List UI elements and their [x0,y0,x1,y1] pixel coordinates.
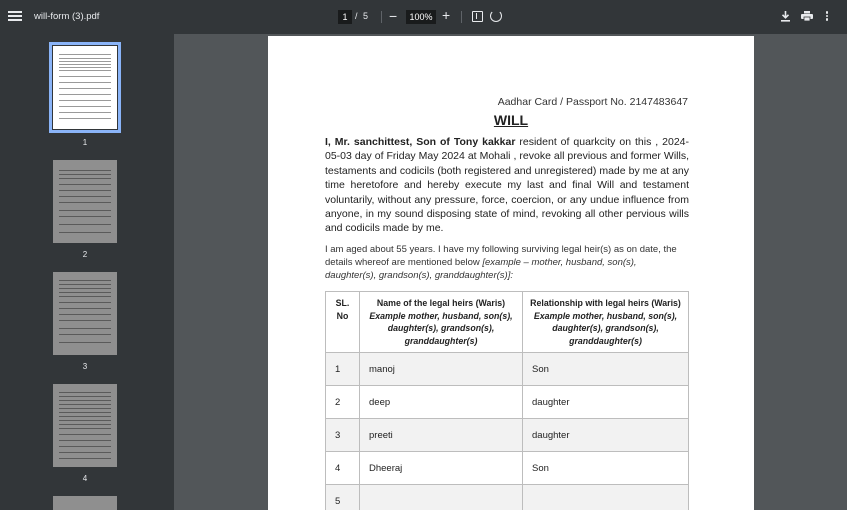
page-thumbnail-5[interactable] [53,496,117,510]
heirs-intro-text: I am aged about 55 years. I have my following surviving legal heir(s) as on date, the details whereof are mentioned below [325,244,677,268]
zoom-input[interactable]: 100% [406,10,436,24]
row-no: 2 [326,386,360,419]
page-thumbnail-4[interactable] [53,384,117,467]
row-name: preeti [360,419,523,452]
more-vert-icon[interactable] [824,10,830,24]
row-relation: daughter [523,419,689,452]
fit-to-page-icon[interactable] [472,11,483,22]
col-sl-no: SL. No [326,292,360,353]
zoom-in-button[interactable]: + [442,7,451,23]
download-icon[interactable] [780,10,791,22]
col-relationship [523,292,689,353]
row-name: Dheeraj [360,452,523,485]
table-row [326,419,689,452]
row-relation: Son [523,353,689,386]
toolbar-divider [381,11,382,23]
row-relation: Son [523,452,689,485]
thumbnail-label: 3 [82,362,88,371]
document-viewer[interactable] [174,34,847,510]
col-heir-name [360,292,523,353]
testator-name: I, Mr. sanchittest, Son of Tony kakkar [325,136,516,148]
page-separator: / [355,11,358,21]
table-row [326,353,689,386]
row-no: 4 [326,452,360,485]
document-title: will-form (3).pdf [34,11,100,22]
row-no: 1 [326,353,360,386]
thumbnail-label: 4 [82,474,88,483]
toolbar-divider [461,11,462,23]
pdf-toolbar [0,0,847,34]
row-name: manoj [360,353,523,386]
print-icon[interactable] [801,11,813,21]
rotate-icon[interactable] [490,10,502,22]
table-row [326,452,689,485]
table-row [326,485,689,510]
aadhar-line: Aadhar Card / Passport No. 2147483647 [497,96,688,108]
thumbnail-label: 2 [82,250,88,259]
table-row [326,386,689,419]
menu-icon[interactable] [8,9,22,23]
row-name [360,485,523,510]
row-relation [523,485,689,510]
heirs-intro-example: [example – mother, husband, son(s), daughter(s), grandson(s), granddaughter(s)]: [325,257,637,281]
row-no: 3 [326,419,360,452]
row-name: deep [360,386,523,419]
page-thumbnail-1[interactable] [53,46,117,129]
legal-heirs-table [325,291,689,510]
zoom-out-button[interactable]: − [389,8,398,24]
page-thumbnail-3[interactable] [53,272,117,355]
page-thumbnail-2[interactable] [53,160,117,243]
col-relationship-title: Relationship with legal heirs (Waris) [530,298,681,308]
heirs-intro-paragraph [325,243,689,282]
thumbnail-label: 1 [82,138,88,147]
total-pages: 5 [363,11,369,21]
will-heading: WILL [493,112,529,128]
thumbnail-sidebar [0,34,174,510]
row-relation: daughter [523,386,689,419]
col-relationship-example: Example mother, husband, son(s), daughter(s), grandson(s), granddaughter(s) [533,310,678,346]
table-header-row [326,292,689,353]
col-heir-name-title: Name of the legal heirs (Waris) [376,298,506,308]
col-heir-name-example: Example mother, husband, son(s), daughter(s), grandson(s), granddaughter(s) [369,310,513,346]
row-no: 5 [326,485,360,510]
intro-text: resident of quarkcity on this , 2024-05-03 day of Friday May 2024 at Mohali , revoke all previous and former Wills, testaments and codicils (both registered and unregistered) made by me at any time heretofore and hereby execute my last and final Will and testament voluntarily, without any pressure, force, coercion, or any undue influence from anyone, in my sound disposing state of mind, revoking all other pervious wills and codicils made by me. [325,136,690,235]
pdf-page [268,36,754,510]
current-page-input[interactable]: 1 [338,10,352,24]
intro-paragraph [325,135,689,236]
